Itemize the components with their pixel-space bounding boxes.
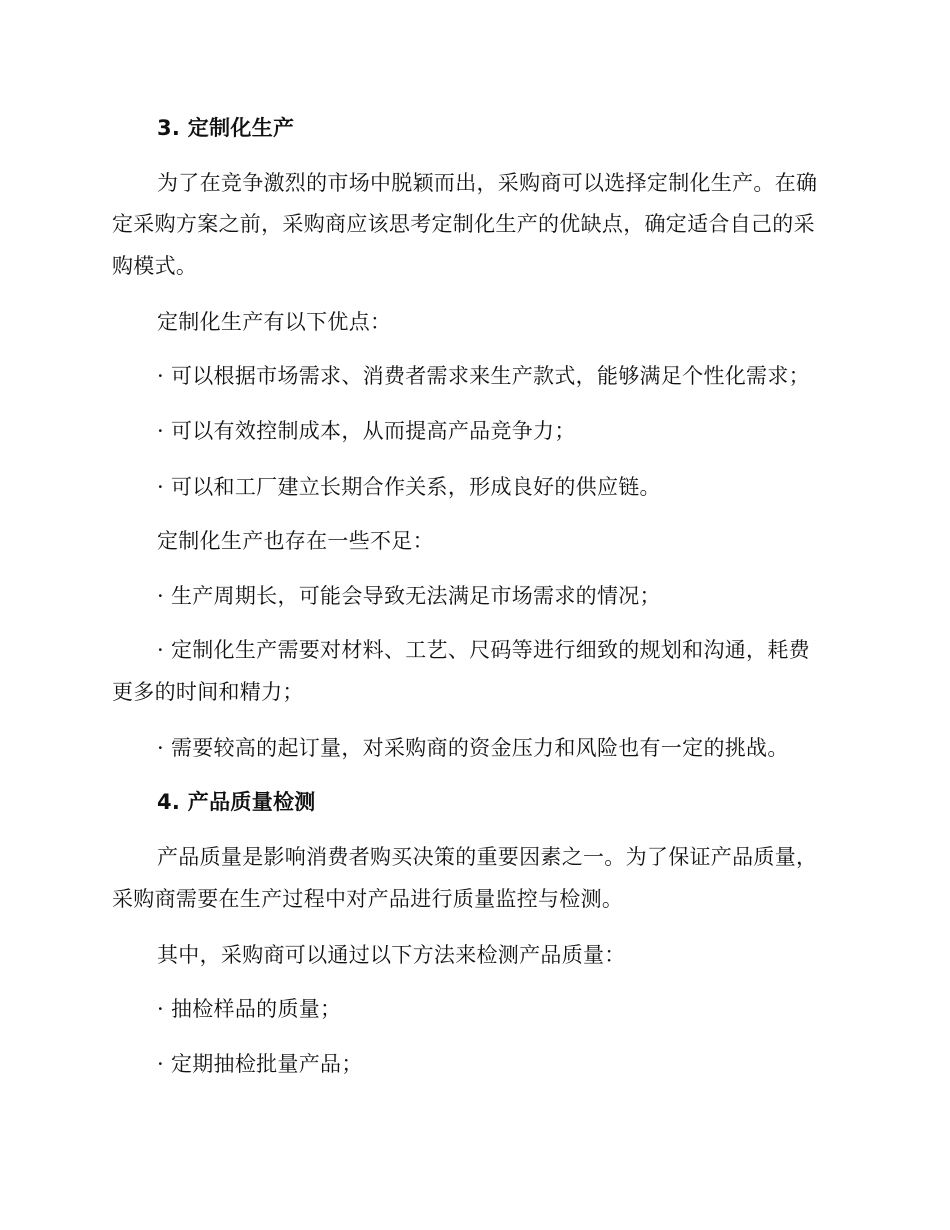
methods-title: 其中，采购商可以通过以下方法来检测产品质量： — [157, 943, 626, 967]
disadvantages-title: 定制化生产也存在一些不足： — [157, 529, 434, 553]
section-3-intro-line-2: 定采购方案之前，采购商应该思考定制化生产的优缺点，确定适合自己的采 — [112, 212, 815, 236]
disadvantage-item-2-line-1: · 定制化生产需要对材料、工艺、尺码等进行细致的规划和沟通，耗费 — [157, 638, 810, 662]
advantages-title: 定制化生产有以下优点： — [157, 310, 392, 334]
method-item-2: · 定期抽检批量产品； — [157, 1052, 363, 1076]
advantage-item-2: · 可以有效控制成本，从而提高产品竞争力； — [157, 419, 576, 443]
advantage-item-3: · 可以和工厂建立长期合作关系，形成良好的供应链。 — [157, 475, 661, 499]
section-3-intro-line-1: 为了在竞争激烈的市场中脱颖而出，采购商可以选择定制化生产。在确 — [157, 171, 818, 195]
disadvantage-item-1: · 生产周期长，可能会导致无法满足市场需求的情况； — [157, 584, 661, 608]
section-4-intro-line-1: 产品质量是影响消费者购买决策的重要因素之一。为了保证产品质量， — [157, 845, 818, 869]
section-4-intro-line-2: 采购商需要在生产过程中对产品进行质量监控与检测。 — [112, 887, 624, 911]
advantage-item-1: · 可以根据市场需求、消费者需求来生产款式，能够满足个性化需求； — [157, 364, 810, 388]
section-3-heading: 3. 定制化生产 — [157, 116, 295, 140]
disadvantage-item-3: · 需要较高的起订量，对采购商的资金压力和风险也有一定的挑战。 — [157, 736, 789, 760]
method-item-1: · 抽检样品的质量； — [157, 997, 342, 1021]
section-4-heading: 4. 产品质量检测 — [157, 790, 316, 814]
disadvantage-item-2-line-2: 更多的时间和精力； — [112, 680, 304, 704]
section-3-intro-line-3: 购模式。 — [112, 254, 198, 278]
